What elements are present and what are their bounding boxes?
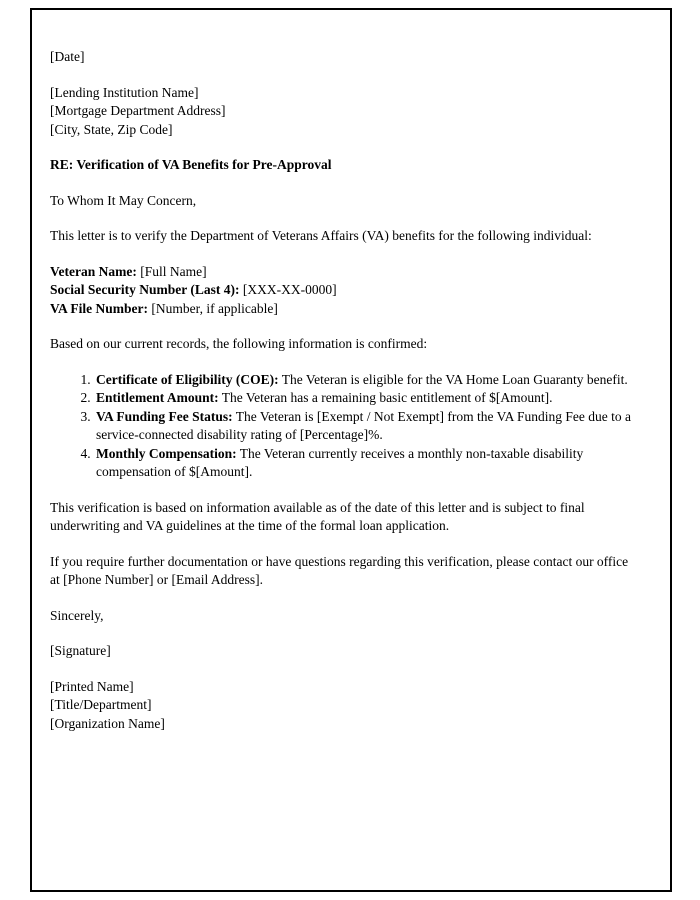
subject-line: RE: Verification of VA Benefits for Pre-Approval [50,157,332,172]
records-intro: Based on our current records, the following information is confirmed: [50,336,428,351]
contact-paragraph: If you require further documentation or have questions regarding this verification, please contact our office at [Phone Number] or [Email Address]. [50,553,629,587]
veteran-field-name [50,263,640,282]
letter-frame [30,8,672,892]
field-value: [Number, if applicable] [148,300,278,316]
field-label: VA File Number: [50,300,148,316]
signature-line-organization: [Organization Name] [50,715,165,731]
verification-paragraph: This verification is based on information available as of the date of this letter and is subject to final underwriting and VA guidelines at the time of the formal loan application. [50,499,585,533]
salutation: To Whom It May Concern, [50,192,197,208]
address-line: [Lending Institution Name] [50,84,199,100]
signature-block [50,678,640,734]
signature-placeholder: [Signature] [50,643,111,658]
field-value: [XXX-XX-0000] [239,282,337,297]
field-label: Social Security Number (Last 4): [50,282,240,297]
list-item-compensation [94,445,640,482]
field-value: [Full Name] [136,263,207,279]
item-text: The Veteran is eligible for the VA Home Loan Guaranty benefit. [278,371,628,387]
veteran-field-file-number [50,300,640,319]
benefits-list [50,371,640,482]
address-line: [City, State, Zip Code] [50,121,173,137]
intro-paragraph: This letter is to verify the Department of Veterans Affairs (VA) benefits for the following individual: [50,228,592,243]
list-item-coe [94,371,640,390]
item-label: Monthly Compensation: [96,445,237,461]
closing: Sincerely, [50,607,104,623]
address-line: [Mortgage Department Address] [50,103,226,118]
date-line: [Date] [50,49,85,64]
item-label: Entitlement Amount: [96,390,219,405]
signature-line-title: [Title/Department] [50,697,152,712]
list-item-entitlement [94,389,640,408]
list-item-funding-fee [94,408,640,445]
field-label: Veteran Name: [50,263,137,279]
item-text: The Veteran is [Exempt / Not Exempt] from the VA Funding Fee due to a service-connected disability rating of [Percentage]%. [96,408,631,442]
signature-line-printed-name: [Printed Name] [50,678,134,694]
item-label: VA Funding Fee Status: [96,408,233,424]
item-label: Certificate of Eligibility (COE): [96,371,279,387]
item-text: The Veteran has a remaining basic entitlement of $[Amount]. [218,390,553,405]
veteran-info-block [50,263,640,319]
item-text: The Veteran currently receives a monthly non-taxable disability compensation of $[Amount]. [96,445,584,479]
recipient-address [50,84,640,140]
veteran-field-ssn [50,281,640,300]
